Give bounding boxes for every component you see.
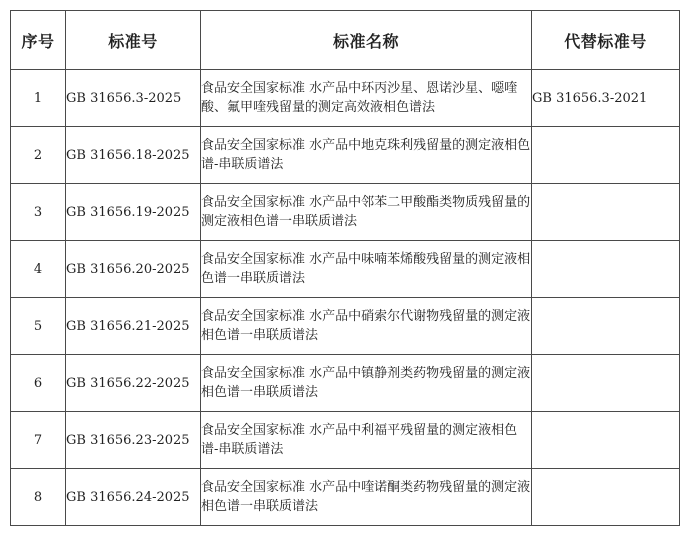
row-standard-name: 食品安全国家标准 水产品中喹诺酮类药物残留量的测定液相色谱一串联质谱法: [201, 469, 532, 526]
standards-table: [10, 10, 680, 526]
row-replaced-standard: [532, 298, 680, 355]
table-row: [11, 469, 680, 526]
table-row: [11, 70, 680, 127]
row-standard-name: 食品安全国家标准 水产品中邻苯二甲酸酯类物质残留量的测定液相色谱一串联质谱法: [201, 184, 532, 241]
row-replaced-standard: [532, 469, 680, 526]
header-standard-code: 标准号: [66, 11, 201, 70]
row-standard-name: 食品安全国家标准 水产品中环丙沙星、恩诺沙星、噁喹酸、氟甲喹残留量的测定高效液相色谱法: [201, 70, 532, 127]
row-replaced-standard: [532, 241, 680, 298]
table-row: [11, 412, 680, 469]
header-row: [11, 11, 680, 70]
row-serial-number: 5: [11, 298, 66, 355]
row-standard-code: GB 31656.19-2025: [66, 184, 201, 241]
table-row: [11, 241, 680, 298]
row-standard-name: 食品安全国家标准 水产品中味喃苯烯酸残留量的测定液相色谱一串联质谱法: [201, 241, 532, 298]
row-serial-number: 1: [11, 70, 66, 127]
table-row: [11, 127, 680, 184]
table-body: [11, 70, 680, 526]
row-replaced-standard: [532, 127, 680, 184]
row-serial-number: 7: [11, 412, 66, 469]
row-serial-number: 4: [11, 241, 66, 298]
row-replaced-standard: [532, 355, 680, 412]
row-standard-code: GB 31656.24-2025: [66, 469, 201, 526]
table-row: [11, 355, 680, 412]
row-replaced-standard: [532, 184, 680, 241]
row-standard-code: GB 31656.21-2025: [66, 298, 201, 355]
row-serial-number: 6: [11, 355, 66, 412]
row-standard-code: GB 31656.22-2025: [66, 355, 201, 412]
row-replaced-standard: [532, 412, 680, 469]
row-standard-code: GB 31656.20-2025: [66, 241, 201, 298]
row-standard-code: GB 31656.3-2025: [66, 70, 201, 127]
row-standard-name: 食品安全国家标准 水产品中利福平残留量的测定液相色谱-串联质谱法: [201, 412, 532, 469]
row-standard-name: 食品安全国家标准 水产品中硝索尔代谢物残留量的测定液相色谱一串联质谱法: [201, 298, 532, 355]
header-replaced-standard: 代替标准号: [532, 11, 680, 70]
row-standard-name: 食品安全国家标准 水产品中镇静剂类药物残留量的测定液相色谱一串联质谱法: [201, 355, 532, 412]
row-serial-number: 8: [11, 469, 66, 526]
table-row: [11, 298, 680, 355]
row-standard-name: 食品安全国家标准 水产品中地克珠利残留量的测定液相色谱-串联质谱法: [201, 127, 532, 184]
row-standard-code: GB 31656.18-2025: [66, 127, 201, 184]
row-serial-number: 3: [11, 184, 66, 241]
table-row: [11, 184, 680, 241]
row-serial-number: 2: [11, 127, 66, 184]
table-header: [11, 11, 680, 70]
row-replaced-standard: GB 31656.3-2021: [532, 70, 680, 127]
header-serial-number: 序号: [11, 11, 66, 70]
header-standard-name: 标准名称: [201, 11, 532, 70]
row-standard-code: GB 31656.23-2025: [66, 412, 201, 469]
